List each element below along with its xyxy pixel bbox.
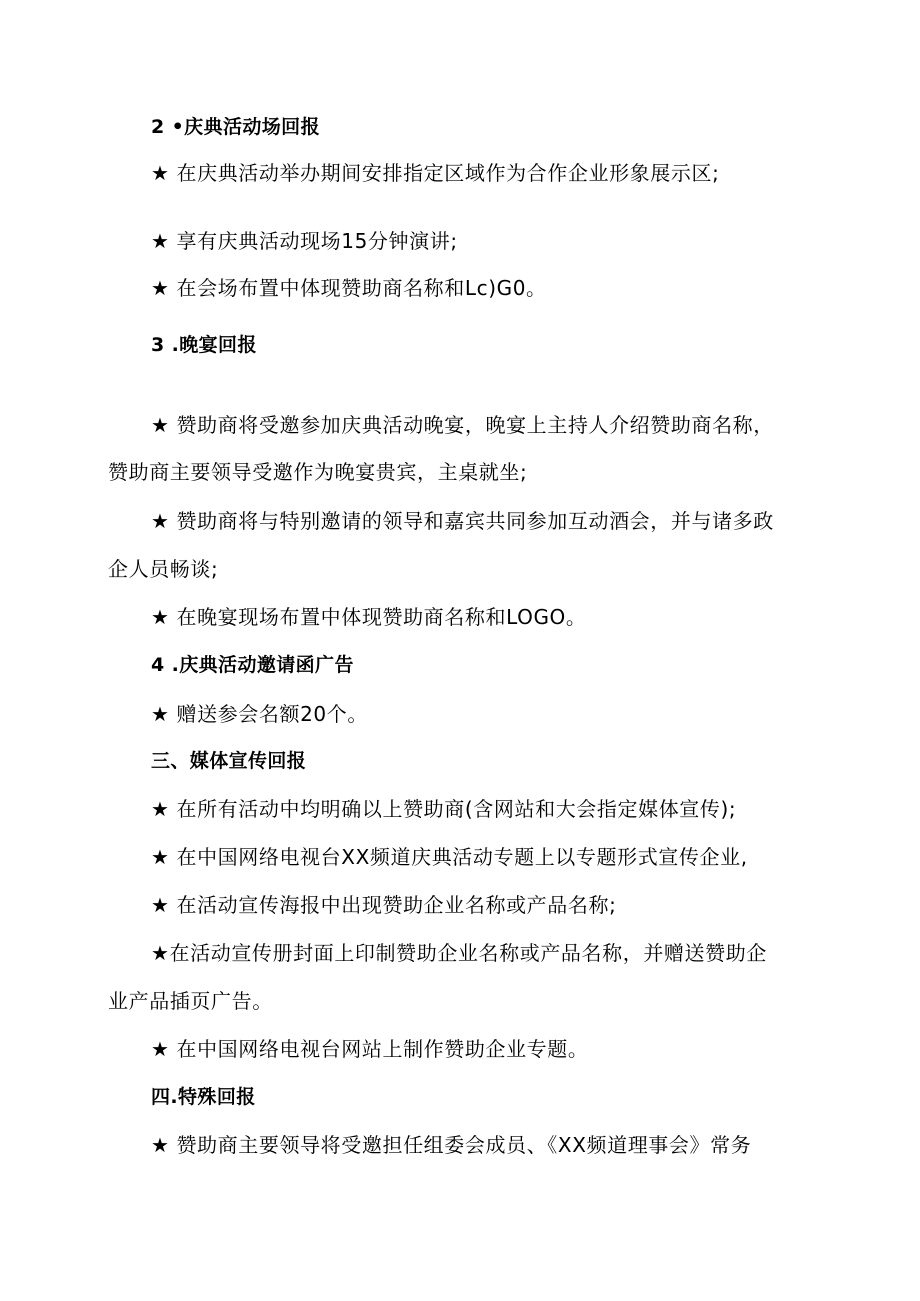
list-item: ★ 在中国网络电视台网站上制作赞助企业专题。 [151, 1037, 589, 1061]
list-item: ★ 在中国网络电视台XX频道庆典活动专题上以专题形式宣传企业, [151, 845, 748, 869]
list-item: ★ 赞助商主要领导将受邀担任组委会成员、《XX频道理事会》常务 [151, 1133, 752, 1157]
list-item: ★ 在晚宴现场布置中体现赞助商名称和LOGO。 [151, 605, 587, 629]
list-item-continuation: 企人员畅谈; [108, 557, 219, 581]
list-item: ★在活动宣传册封面上印制赞助企业名称或产品名称，并赠送赞助企 [151, 941, 767, 965]
list-item: ★ 赞助商将与特别邀请的领导和嘉宾共同参加互动酒会，并与诸多政 [151, 509, 774, 533]
list-item: ★ 赠送参会名额20个。 [151, 702, 368, 726]
list-item: ★ 享有庆典活动现场15分钟演讲; [151, 229, 458, 253]
list-item: ★ 在所有活动中均明确以上赞助商(含网站和大会指定媒体宣传); [151, 797, 737, 821]
list-item: ★ 在庆典活动举办期间安排指定区域作为合作企业形象展示区; [151, 161, 720, 185]
section-heading-banquet: 3 .晚宴回报 [151, 334, 257, 356]
section-heading-special-rewards: 四.特殊回报 [151, 1086, 256, 1108]
list-item: ★ 在会场布置中体现赞助商名称和Lc)G0。 [151, 276, 547, 300]
section-heading-media-promotion: 三、媒体宣传回报 [151, 750, 307, 772]
list-item-continuation: 赞助商主要领导受邀作为晚宴贵宾，主桌就坐; [108, 460, 528, 484]
list-item: ★ 在活动宣传海报中出现赞助企业名称或产品名称; [151, 893, 617, 917]
section-heading-invitation-ads: 4 .庆典活动邀请函广告 [151, 654, 354, 676]
list-item-continuation: 业产品插页广告。 [108, 989, 273, 1013]
section-heading-celebration-venue: 2 •庆典活动场回报 [151, 116, 320, 138]
list-item: ★ 赞助商将受邀参加庆典活动晚宴，晚宴上主持人介绍赞助商名称， [151, 413, 774, 437]
